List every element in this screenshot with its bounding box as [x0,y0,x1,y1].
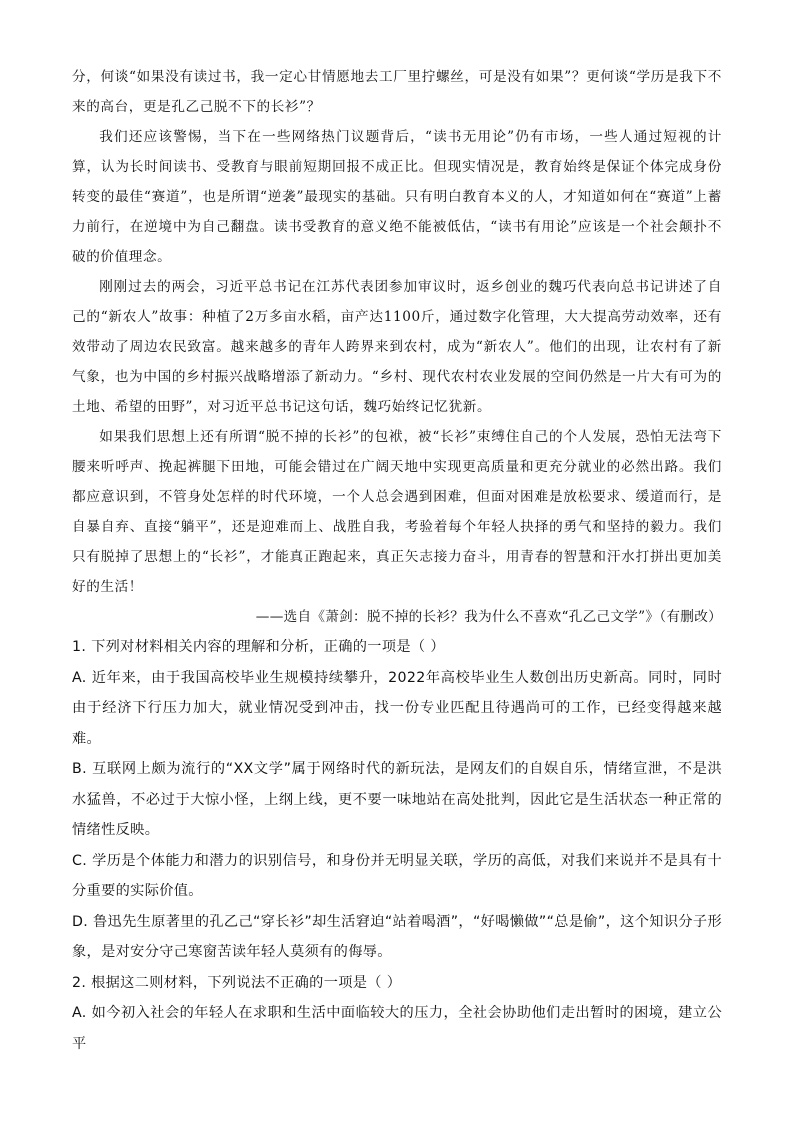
question-2-option-a: A. 如今初入社会的年轻人在求职和生活中面临较大的压力，全社会协助他们走出暂时的困境，建立公平 [72,1005,722,1052]
article-paragraph-continued: 分，何谈“如果没有读过书，我一定心甘情愿地去工厂里拧螺丝，可是没有如果”？更何谈“学历是我下不来的高台，更是孔乙己脱不下的长衫”？ [72,69,722,115]
question-1-option-d: D. 鲁迅先生原著里的孔乙己“穿长衫”却生活窘迫“站着喝酒”，“好喝懒做”“总是偷”，这个知识分子形象，是对安分守己寒窗苦读年轻人莫须有的侮辱。 [72,913,722,960]
article-paragraph: 如果我们思想上还有所谓“脱不掉的长衫”的包袱，被“长衫”束缚住自己的个人发展，恐怕无法弯下腰来听呼声、挽起裤腿下田地，可能会错过在广阔天地中实现更高质量和更充分就业的必然出路。我们都应意识到，不管身处怎样的时代环境，一个人总会遇到困难，但面对困难是放松要求、缓道而行，是自暴自弃、直接“躺平”，还是迎难而上、战胜自我，考验着每个年轻人抉择的勇气和坚持的毅力。我们只有脱掉了思想上的“长衫”，才能真正跑起来，真正矢志接力奋斗，用青春的智慧和汗水打拼出更加美好的生活！ [72,429,722,595]
question-2-stem: 2. 根据这二则材料，下列说法不正确的一项是（ ） [72,974,402,991]
article-paragraph: 刚刚过去的两会，习近平总书记在江苏代表团参加审议时，返乡创业的魏巧代表向总书记讲述了自己的“新农人”故事：种植了2万多亩水稻，亩产达1100斤，通过数字化管理，大大提高劳动效率，还有效带动了周边农民致富。越来越多的青年人跨界来到农村，成为“新农人”。他们的出现，让农村有了新气象，也为中国的乡村振兴战略增添了新动力。“乡村、现代农村农业发展的空间仍然是一片大有可为的土地、希望的田野”，对习近平总书记这句话，魏巧始终记忆犹新。 [72,279,722,415]
question-1-option-b: B. 互联网上颇为流行的“XX文学”属于网络时代的新玩法，是网友们的自娱自乐，情绪宣泄，不是洪水猛兽，不必过于大惊小怪，上纲上线，更不要一味地站在高处批判，因此它是生活状态一种正常的情绪性反映。 [72,761,722,838]
question-1-option-a: A. 近年来，由于我国高校毕业生规模持续攀升，2022年高校毕业生人数创出历史新高。同时，同时由于经济下行压力加大，就业情况受到冲击，找一份专业匹配且待遇尚可的工作，已经变得越来越难。 [72,669,722,747]
article-paragraph: 我们还应该警惕，当下在一些网络热门议题背后，“读书无用论”仍有市场，一些人通过短视的计算，认为长时间读书、受教育与眼前短期回报不成正比。但现实情况是，教育始终是保证个体完成身份转变的最佳“赛道”，也是所谓“逆袭”最现实的基础。只有明白教育本义的人，才知道如何在“赛道”上蓄力前行，在逆境中为自己翻盘。读书受教育的意义绝不能被低估，“读书有用论”应该是一个社会颠扑不破的价值理念。 [72,129,722,265]
question-1-stem: 1. 下列对材料相关内容的理解和分析，正确的一项是（ ） [72,639,445,655]
document-page [72,62,722,1059]
article-source: ——选自《萧剑：脱不掉的长衫？我为什么不喜欢“孔乙己文学”》（有删改） [255,609,722,625]
question-1-option-c: C. 学历是个体能力和潜力的识别信号，和身份并无明显关联，学历的高低，对我们来说并不是具有十分重要的实际价值。 [72,852,722,899]
